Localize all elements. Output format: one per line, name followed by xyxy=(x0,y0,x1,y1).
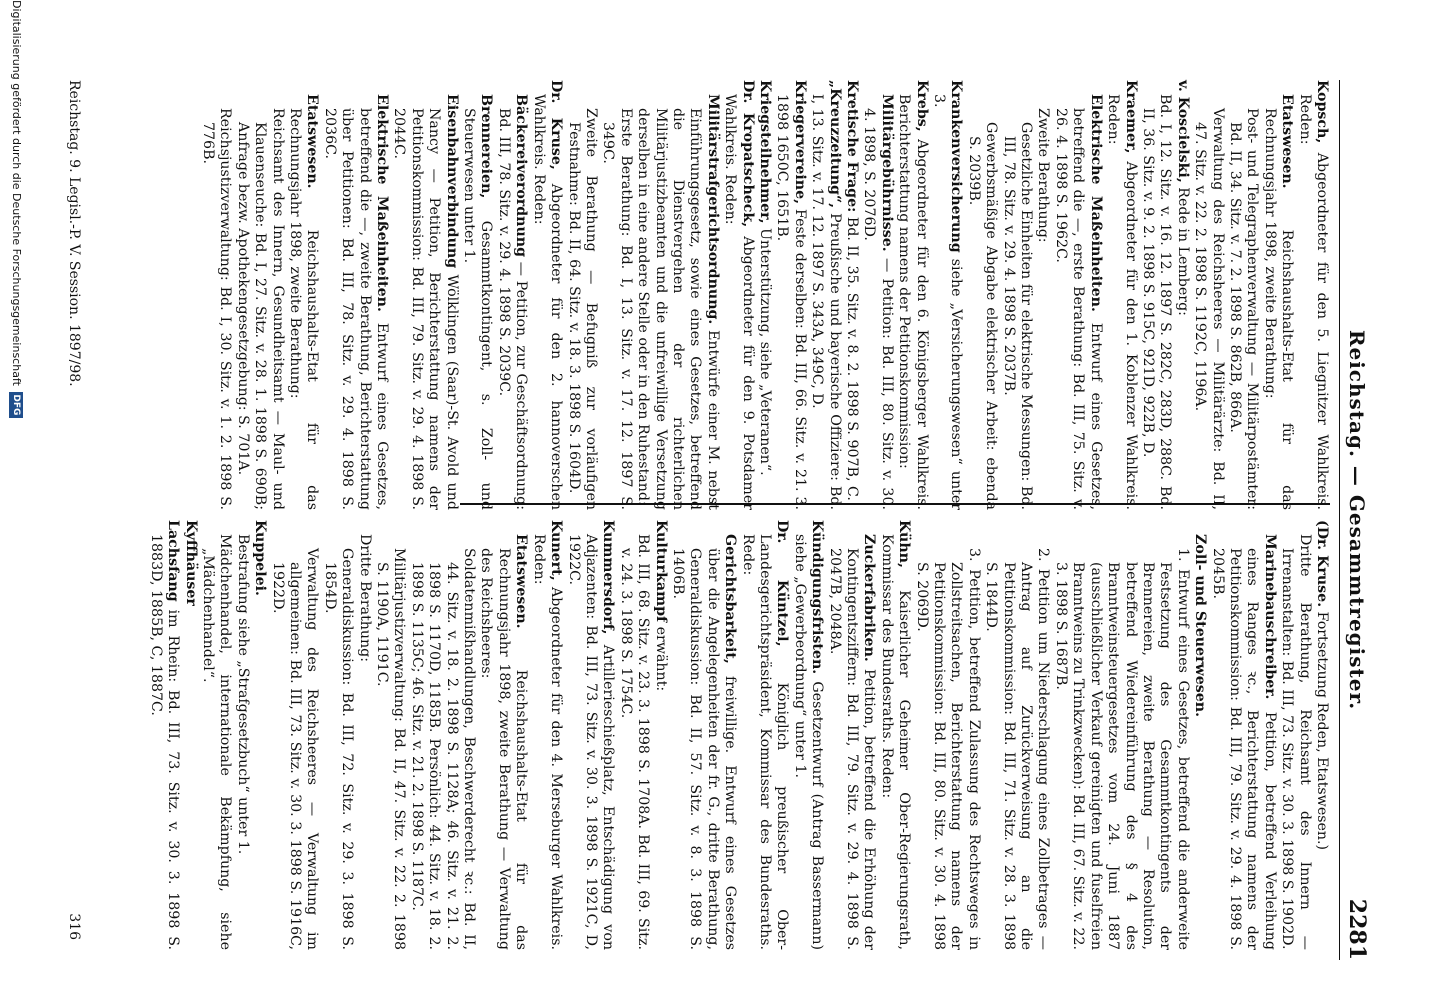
entry-text: Zweite Berathung — Befugniß zur vorläufigen Festnahme: Bd. II, 64. Sitz. v. 18. 3. 1898 S. 1604D. xyxy=(565,108,599,510)
entry-text: 3. Petition, betreffend Zulassung des Rechtsweges in Zollstreitsachen, Berichterstattung namens der Petitionskommission: Bd. III, 80. Sitz. v. 30. 4. 1898 S. 2069D. xyxy=(913,548,982,950)
entry-keyword: Kriegervereine, xyxy=(791,80,808,205)
entry-text: Preußische und bayerische Offiziere: Bd. I, 13. Sitz. v. 17. 12. 1897 S. 343A, 349C, D. xyxy=(809,94,843,510)
entry-keyword: Kündigungsfristen. xyxy=(809,520,826,675)
entry-keyword: Zuckerfabriken. xyxy=(861,534,878,662)
index-entry xyxy=(982,520,1052,950)
entry-text: Reichsjustizverwaltung: Bd. I, 30. Sitz. v. 1. 2. 1898 S. 776B. xyxy=(200,108,234,510)
index-entry xyxy=(756,80,773,510)
index-entry xyxy=(373,520,408,950)
entry-text: Abgeordneter für den 9. Potsdamer Wahlkreis. Reden: xyxy=(722,94,756,511)
entry-keyword: Kuppelei. xyxy=(252,520,269,596)
index-entry xyxy=(912,520,982,950)
index-entry xyxy=(199,520,234,950)
index-entry xyxy=(773,80,808,510)
header-title: Reichstag. — Gesammtregister. xyxy=(1345,329,1369,711)
index-entry xyxy=(233,520,250,950)
index-entry xyxy=(233,80,285,510)
entry-text: Gesetzentwurf (Antrag Bassermann) siehe „Gewerbeordnung“ unter 1. xyxy=(791,534,826,950)
page-number: 2281 xyxy=(1344,898,1370,960)
index-entry xyxy=(320,520,355,950)
footer-session: Reichstag. 9. Legisl.-P. V. Session. 1897/98. xyxy=(66,80,82,387)
entry-keyword: Militärgebührnisse. xyxy=(878,94,895,252)
index-entry xyxy=(721,80,756,510)
entry-keyword: Dr. Kropatscheck, xyxy=(739,80,756,228)
index-entry xyxy=(599,80,634,510)
entry-keyword: Kriegsteilnehmer, xyxy=(757,80,773,224)
entry-keyword: Kummersdorf, xyxy=(600,520,617,635)
entry-keyword: Kulturkampf xyxy=(652,520,669,623)
entry-text: Abgeordneter für den 2. hannoverschen Wahlkreis. Reden: xyxy=(530,94,565,510)
entry-text: Verwaltung des Reichsheeres — Verwaltung im allgemeinen: Bd. III, 73. Sitz. v. 30. 3. 1898 S. 1916C, 1922D. xyxy=(269,548,321,950)
index-entry xyxy=(564,80,599,510)
entry-keyword: Kretische Frage: xyxy=(844,80,861,213)
index-entry xyxy=(651,520,668,950)
index-entry xyxy=(1173,80,1190,510)
entry-keyword: Militärstrafgerichtsordnung. xyxy=(704,94,721,325)
index-entry xyxy=(390,80,460,510)
index-entry xyxy=(1260,80,1295,510)
entry-keyword: Bäckereiverordnung xyxy=(513,94,530,258)
entry-text: Bestrafung siehe „Strafgesetzbuch“ unter 1. xyxy=(234,534,251,855)
entry-text: — Petition, zur Geschäftsordnung: Bd. III, 78. Sitz. v. 29. 4. 1898 S. 2039C. xyxy=(495,108,530,510)
entry-text: erwähnt: xyxy=(652,626,669,692)
running-header xyxy=(1339,80,1374,960)
column-divider xyxy=(460,503,1330,505)
entry-text: Abgeordneter für den 1. Koblenzer Wahlkreis. Reden: xyxy=(1105,94,1139,510)
entry-keyword: Brennereien, xyxy=(478,94,495,199)
index-entry xyxy=(320,80,390,510)
index-entry xyxy=(495,80,530,510)
entry-text: Reichshaushalts-Etat für das Rechnungsjahr 1898, zweite Berathung: xyxy=(287,108,321,510)
entry-keyword: Eisenbahnverbindung xyxy=(443,94,460,269)
entry-keyword: Marinebauschreiber. xyxy=(1261,534,1278,700)
entry-text: im Rhein: Bd. III, 73. Sitz. v. 30. 3. 1898 S. 1883D, 1885B, C, 1887C. xyxy=(147,534,182,950)
entry-text: Soldatenmißhandlungen, Beschwerderecht ꝛc.: Bd. II, 44. Sitz. v. 18. 2. 1898 S. 1128A; 46. Sitz. v. 21. 2. 1898 S. 1170D, 1185B. Persönlich: 44. Sitz. v. 18. 2. 1898 S. 1135C; 46. Sitz. v. 21. 2. 1898 S. 1187C. xyxy=(408,548,478,950)
entry-text: Erste Berathung: Bd. I, 13. Sitz. v. 17. 12. 1897 S. 349C. xyxy=(600,108,634,510)
index-entry xyxy=(999,80,1034,510)
entry-text: Gewerbsmäßige Abgabe elektrischer Arbeit: ebenda S. 2039B. xyxy=(965,122,1000,510)
right-column xyxy=(146,520,1330,950)
entry-text: Fortsetzung Reden, Etatswesen.) xyxy=(1314,611,1330,851)
entry-keyword: Lachsfang xyxy=(165,520,182,602)
entry-text: Verwaltung des Reichsheeres — Militärärzte: Bd. II, 47. Sitz. v. 22. 2. 1898 S. 1192C, 1196A. xyxy=(1192,108,1226,510)
entry-keyword: Etatswesen. xyxy=(513,534,530,629)
index-entry xyxy=(564,520,616,950)
entry-text: Gesammtkontingent, s. Zoll- und Steuerwesen unter 1. xyxy=(461,108,495,510)
entry-text: Entwurf eines Gesetzes, betreffend die —, erste Berathung: Bd. III, 75. Sitz. v. 26. 4. 1898 S. 1962C. xyxy=(1052,108,1104,511)
index-entry xyxy=(529,80,564,510)
index-entry xyxy=(146,520,181,950)
entry-text: 1. Entwurf eines Gesetzes, betreffend die anderweite Festsetzung des Gesammtkontingents der Brennereien, zweite Berathung — Resolution, betreffend Wiedereinführung des § 4 des Branntweinsteuergesetzes vom 24. Juni 1887 (ausschließlicher Verkauf gereinigten und fuselfreien Branntweins zu Trinkzwecken): Bd. III, 67. Sitz. v. 22. 3. 1898 S. 1687B. xyxy=(1052,548,1191,951)
page-footer xyxy=(60,80,82,960)
entry-keyword: Krebs, xyxy=(913,80,930,132)
index-entry xyxy=(895,80,930,510)
entry-text: Petition, betreffend die Erhöhung der Kontingentsziffern: Bd. III, 79. Sitz. v. 29. 4. 1898 S. 2047B, 2048A. xyxy=(826,548,878,950)
index-entry xyxy=(1191,520,1208,950)
entry-keyword: Kopsch, xyxy=(1314,80,1330,144)
index-entry xyxy=(616,520,651,950)
entry-text: Bd. III, 68. Sitz. v. 23. 3. 1898 S. 1708A. Bd. III, 69. Sitz. v. 24. 3. 1898 S. 1754C. xyxy=(617,534,652,950)
entry-text: Kaiserlicher Geheimer Ober-Regierungsrath, Kommissar des Bundesraths. Reden: xyxy=(878,534,913,950)
entry-text: Artillerieschießplatz, Entschädigung von Adjazenten: Bd. III, 73. Sitz. v. 30. 3. 1898 S. 1921C, D, 1922C. xyxy=(565,534,617,950)
index-entry xyxy=(181,520,198,950)
index-entry xyxy=(1226,80,1261,510)
index-entry xyxy=(825,520,877,950)
index-entry xyxy=(964,80,999,510)
entry-text: Dritte Berathung: xyxy=(356,534,373,663)
entry-text: freiwillige. Entwurf eines Gesetzes über die Angelegenheiten der fr. G., dritte Berathung, Generaldiskussion: Bd. II, 57. Sitz. v. 8. 3. 1898 S. 1406B. xyxy=(669,548,739,951)
entry-text: Dritte Berathung, Reichsamt des Innern — Irrenanstalten: Bd. III, 73. Sitz. v. 30. 3. 1898 S. 1902D. xyxy=(1279,534,1313,950)
entry-text: siehe „Versicherungswesen“ unter 3. xyxy=(931,94,965,510)
entry-text: Bd. II, 35. Sitz. v. 8. 2. 1898 S. 907B, C. xyxy=(844,216,861,501)
entry-text: Zweite Berathung: xyxy=(1035,108,1052,243)
entry-text: Rede in Lemberg: xyxy=(1174,187,1191,316)
entry-text: Petition, betreffend Verleihung eines Ranges ꝛc., Berichterstattung namens der Petitionskommission: Bd. III, 79. Sitz. v. 29. 4. 1898 S. 2045B. xyxy=(1209,548,1278,950)
entry-text: Königlich preußischer Ober-Landesgerichtspräsident, Kommissar des Bundesraths. Rede: xyxy=(739,534,791,950)
entry-keyword: Dr. Küntzel, xyxy=(774,520,791,647)
index-entry xyxy=(268,520,320,950)
entry-keyword: Kyffhäuser xyxy=(182,520,199,606)
index-entry xyxy=(1295,80,1330,510)
index-entry xyxy=(877,520,912,950)
entry-keyword: Kühn, xyxy=(896,520,913,568)
entry-text: Generaldiskussion: Bd. III, 72. Sitz. v. 29. 3. 1898 S. 1854D. xyxy=(321,548,356,950)
index-entry xyxy=(477,520,529,950)
entry-text: Abgeordneter für den 5. Liegnitzer Wahlkreis. Reden: xyxy=(1296,94,1330,510)
entry-keyword: Etatswesen. xyxy=(1279,94,1296,189)
index-entry xyxy=(1313,520,1330,950)
entry-text: Unterstützung, siehe „Veteranen“. xyxy=(757,228,773,476)
left-column xyxy=(199,80,1330,510)
entry-keyword: Kraemer, xyxy=(1122,80,1139,154)
credit-text: Digitalisierung gefördert durch die Deutsche Forschungsgemeinschaft xyxy=(10,0,23,386)
index-entry xyxy=(1104,80,1139,510)
entry-text: Abgeordneter für den 4. Merseburger Wahlkreis. Reden: xyxy=(530,534,565,950)
index-entry xyxy=(930,80,965,510)
index-entry xyxy=(1139,80,1174,510)
index-entry xyxy=(669,520,739,950)
index-entry xyxy=(860,80,895,510)
entry-keyword: Etatswesen. xyxy=(304,94,321,189)
index-entry xyxy=(355,520,372,950)
index-entry xyxy=(1278,520,1313,950)
index-entry xyxy=(1208,520,1278,950)
index-entry xyxy=(1052,80,1104,510)
entry-text: Entwurf eines Gesetzes, betreffend die —, zweite Berathung, Berichterstattung über Petitionen: Bd. III, 78. Sitz. v. 29. 4. 1898 S. 2036C. xyxy=(321,108,391,511)
entry-text: Wölklingen (Saar)-St. Avold und Nancy — Petition, Berichterstattung namens der Petitionskommission: Bd. III, 79. Sitz. v. 29. 4. 1898 S. 2044C. xyxy=(391,108,460,510)
entry-keyword: Elektrische Maßeinheiten. xyxy=(1087,94,1104,312)
index-entry xyxy=(790,520,825,950)
index-entry xyxy=(808,80,843,510)
entry-text: Mädchenhandel, internationale Bekämpfung, siehe „Mädchenhandel“. xyxy=(200,534,234,950)
index-entry xyxy=(460,80,495,510)
footer-folio: 316 xyxy=(66,913,82,940)
entry-text: Entwürfe einer M. nebst Einführungsgesetz, sowie eines Gesetzes, betreffend die Dienstvergehen der richterlichen Militärjustizbeamten und die unfreiwillige Versetzung derselben in eine andere Stelle oder in den Ruhestand: xyxy=(635,108,721,510)
entry-text: Abgeordneter für den 6. Königsberger Wahlkreis. Berichterstattung namens der Petitionskommission: xyxy=(896,94,930,510)
entry-keyword: (Dr. Kruse. xyxy=(1314,520,1330,608)
index-entry xyxy=(1191,80,1226,510)
index-entry xyxy=(251,520,268,950)
index-entry xyxy=(407,520,477,950)
entry-keyword: Elektrische Maßeinheiten. xyxy=(374,94,391,312)
entry-text: Feste derselben: Bd. III, 66. Sitz. v. 21. 3. 1898 1650C, 1651B. xyxy=(774,94,808,510)
index-entry xyxy=(634,80,721,510)
entry-text: Post- und Telegraphenverwaltung — Militärpostämter: Bd. II, 34. Sitz. v. 7. 2. 1898 S. 862B, 866A. xyxy=(1226,108,1261,510)
index-entry xyxy=(738,520,790,950)
entry-text: 2. Petition um Niederschlagung eines Zollbetrages — Antrag auf Zurückverweisung an die Petitionskommission: Bd. III, 71. Sitz. v. 28. 3. 1898 S. 1844D. xyxy=(983,548,1052,950)
index-entry xyxy=(199,80,234,510)
index-entry xyxy=(1052,520,1191,950)
entry-keyword: Dr. Kruse, xyxy=(548,80,565,170)
index-entry xyxy=(286,80,321,510)
entry-keyword: Gerichtsbarkeit, xyxy=(722,534,739,664)
entry-keyword: v. Koscielski, xyxy=(1174,80,1191,183)
entry-text: — Petition: Bd. III, 80. Sitz. v. 30. 4. 1898, S. 2076D. xyxy=(861,108,895,510)
entry-keyword: Zoll- und Steuerwesen. xyxy=(1192,534,1209,718)
entry-text: Bd. I, 12. Sitz. v. 16. 12. 1897 S. 282C, 283D, 288C. Bd. II, 36. Sitz. v. 9. 2. 1898 S. 915C, 921D, 922B, D. xyxy=(1139,94,1174,510)
entry-keyword: „Kreuzzeitung“, xyxy=(826,80,843,209)
index-entry xyxy=(529,520,564,950)
entry-text: Reichshaushalts-Etat für das Rechnungsjahr 1898, zweite Berathung — Verwaltung des Reichsheeres: xyxy=(478,548,530,950)
index-entry xyxy=(1034,80,1051,510)
entry-text: Reichsamt des Innern, Gesundheitsamt — Maul- und Klauenseuche: Bd. I, 27. Sitz. v. 28. 1. 1898 S. 690B; Anfrage bezw. Apothekengesetzgebung: S. 701A. xyxy=(234,108,286,510)
entry-keyword: Kunert, xyxy=(548,520,565,581)
entry-text: Gesetzliche Einheiten für elektrische Messungen: Bd. III, 78. Sitz. v. 29. 4. 1898 S. 2037B. xyxy=(1000,122,1035,510)
entry-text: Reichshaushalts-Etat für das Rechnungsjahr 1898, zweite Berathung: xyxy=(1261,108,1296,510)
index-entry xyxy=(843,80,860,510)
entry-keyword: Krankenversicherung xyxy=(948,80,965,253)
digitization-credit xyxy=(6,0,26,418)
entry-text: Militärjustizverwaltung: Bd. II, 47. Sitz. v. 22. 2. 1898 S. 1190A, 1191C. xyxy=(374,548,408,950)
dfg-logo: DFG xyxy=(9,392,23,418)
